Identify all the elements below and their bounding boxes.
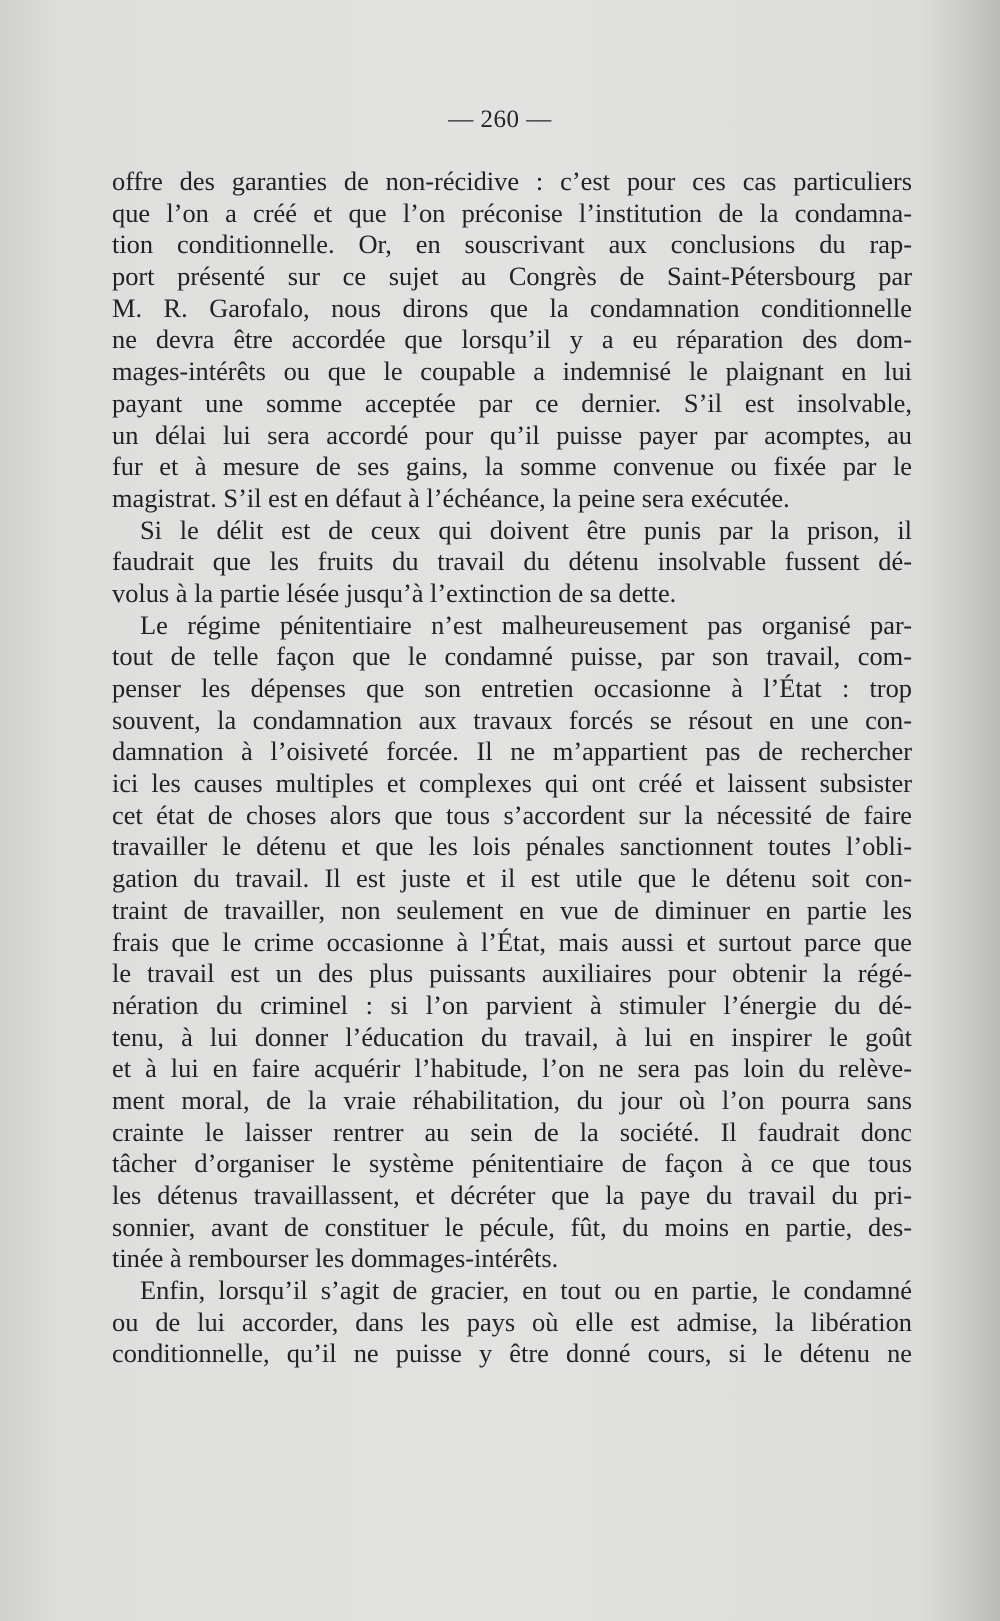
text-line: crainte le laisser rentrer au sein de la société. Il faudrait donc bbox=[112, 1116, 912, 1147]
text-line: tenu, à lui donner l’éducation du travail, à lui en inspirer le goût bbox=[112, 1021, 912, 1052]
text-line: ne devra être accordée que lorsqu’il y a eu réparation des dom- bbox=[112, 324, 912, 355]
text-line: et à lui en faire acquérir l’habitude, l’on ne sera pas loin du relève- bbox=[112, 1053, 912, 1084]
text-line: cet état de choses alors que tous s’accordent sur la nécessité de faire bbox=[112, 799, 912, 830]
text-line: magistrat. S’il est en défaut à l’échéance, la peine sera exécutée. bbox=[112, 482, 790, 513]
text-line: tâcher d’organiser le système pénitentiaire de façon à ce que tous bbox=[112, 1148, 912, 1179]
text-line: ment moral, de la vraie réhabilitation, du jour où l’on pourra sans bbox=[112, 1084, 912, 1115]
text-line: mages-intérêts ou que le coupable a indemnisé le plaignant en lui bbox=[112, 356, 912, 387]
text-line: offre des garanties de non-récidive : c’est pour ces cas particuliers bbox=[112, 166, 912, 196]
text-line: tout de telle façon que le condamné puisse, par son travail, com- bbox=[112, 641, 912, 672]
text-line: travailler le détenu et que les lois pénales sanctionnent toutes l’obli- bbox=[112, 831, 912, 862]
text-line: les détenus travaillassent, et décréter que la paye du travail du pri- bbox=[112, 1180, 912, 1210]
text-line: un délai lui sera accordé pour qu’il puisse payer par acomptes, au bbox=[112, 419, 912, 450]
text-line: Enfin, lorsqu’il s’agit de gracier, en tout ou en partie, le condamné bbox=[140, 1275, 912, 1306]
text-line: nération du criminel : si l’on parvient à stimuler l’énergie du dé- bbox=[112, 989, 912, 1020]
text-line: ici les causes multiples et complexes qui ont créé et laissent subsister bbox=[112, 768, 912, 799]
text-line: tinée à rembourser les dommages-intérêts. bbox=[112, 1243, 559, 1274]
text-line: volus à la partie lésée jusqu’à l’extinction de sa dette. bbox=[112, 577, 677, 608]
text-line: M. R. Garofalo, nous dirons que la condamnation conditionnelle bbox=[112, 292, 912, 323]
text-line: que l’on a créé et que l’on préconise l’institution de la condamna- bbox=[112, 197, 912, 228]
text-line: conditionnelle, qu’il ne puisse y être donné cours, si le détenu ne bbox=[112, 1338, 912, 1369]
text-line: port présenté sur ce sujet au Congrès de Saint-Pétersbourg par bbox=[112, 261, 912, 292]
text-line: traint de travailler, non seulement en vue de diminuer en partie les bbox=[112, 894, 912, 925]
text-line: fur et à mesure de ses gains, la somme convenue ou fixée par le bbox=[112, 451, 912, 482]
text-line: faudrait que les fruits du travail du détenu insolvable fussent dé- bbox=[112, 546, 912, 577]
text-line: Si le délit est de ceux qui doivent être punis par la prison, il bbox=[140, 514, 912, 545]
text-line: frais que le crime occasionne à l’État, mais aussi et surtout parce que bbox=[112, 926, 912, 957]
text-line: Le régime pénitentiaire n’est malheureusement pas organisé par- bbox=[140, 609, 912, 640]
text-line: le travail est un des plus puissants auxiliaires pour obtenir la régé- bbox=[112, 958, 912, 989]
text-line: tion conditionnelle. Or, en souscrivant aux conclusions du rap- bbox=[112, 229, 912, 260]
text-line: gation du travail. Il est juste et il est utile que le détenu soit con- bbox=[112, 863, 912, 894]
text-line: sonnier, avant de constituer le pécule, fût, du moins en partie, des- bbox=[112, 1211, 912, 1242]
body-text bbox=[112, 166, 912, 1370]
text-line: payant une somme acceptée par ce dernier. S’il est insolvable, bbox=[112, 387, 912, 418]
text-line: penser les dépenses que son entretien occasionne à l’État : trop bbox=[112, 673, 912, 703]
text-line: damnation à l’oisiveté forcée. Il ne m’appartient pas de rechercher bbox=[112, 736, 912, 767]
page-number: — 260 — bbox=[448, 106, 552, 133]
text-line: ou de lui accorder, dans les pays où elle est admise, la libération bbox=[112, 1306, 912, 1337]
text-line: souvent, la condamnation aux travaux forcés se résout en une con- bbox=[112, 704, 912, 735]
